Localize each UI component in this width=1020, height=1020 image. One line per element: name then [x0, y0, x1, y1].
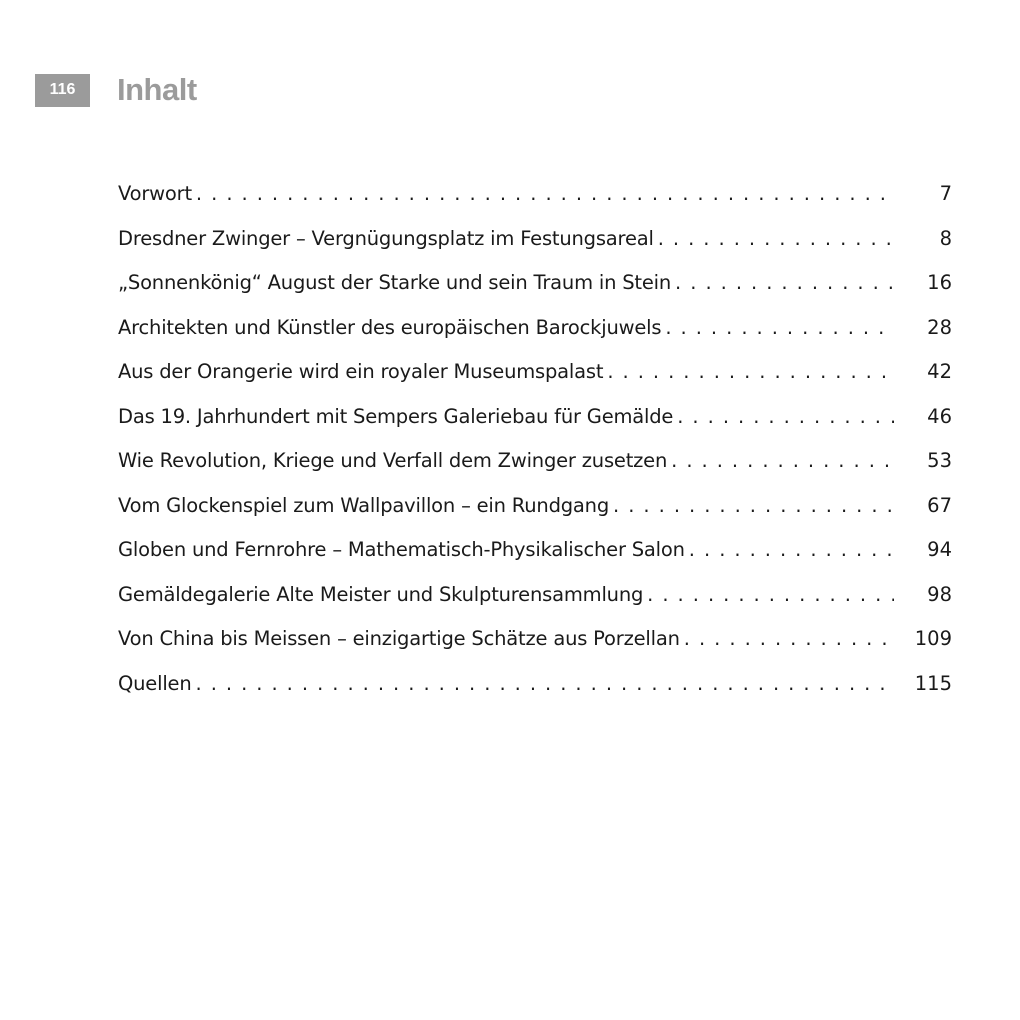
toc-dot-leader	[613, 484, 894, 529]
toc-entry-revolution	[118, 439, 952, 484]
toc-entry-salon	[118, 528, 952, 573]
toc-dot-leader	[607, 350, 894, 395]
toc-entry-page: 8	[939, 226, 952, 250]
toc-dot-leader	[647, 573, 894, 618]
toc-entry-title: Von China bis Meissen – einzigartige Schätze aus Porzellan	[118, 627, 680, 650]
toc-entry-title: Gemäldegalerie Alte Meister und Skulpturensammlung	[118, 582, 644, 606]
toc-entry-architekten	[118, 306, 952, 351]
page-number-badge: 116	[35, 74, 90, 107]
toc-entry-orangerie	[118, 350, 952, 395]
toc-entry-page: 115	[914, 671, 952, 695]
toc-entry-page: 7	[939, 182, 952, 205]
table-of-contents	[118, 172, 952, 706]
page-title: Inhalt	[117, 72, 197, 107]
toc-entry-page: 42	[927, 360, 952, 383]
toc-entry-title: Vom Glockenspiel zum Wallpavillon – ein Rundgang	[118, 493, 610, 517]
toc-entry-title: Wie Revolution, Kriege und Verfall dem Zwinger zusetzen	[118, 449, 668, 472]
toc-entry-porzellan	[118, 617, 952, 662]
toc-entry-page: 67	[927, 493, 952, 517]
toc-entry-quellen	[118, 662, 952, 707]
toc-entry-rundgang	[118, 484, 952, 529]
page-header	[35, 72, 197, 108]
toc-dot-leader	[671, 439, 894, 484]
toc-entry-page: 46	[927, 404, 952, 428]
toc-dot-leader	[689, 528, 894, 573]
toc-entry-title: Vorwort	[118, 182, 192, 205]
toc-dot-leader	[196, 172, 894, 217]
toc-dot-leader	[675, 261, 894, 306]
toc-entry-page: 16	[927, 271, 952, 294]
toc-entry-19-jahrhundert	[118, 395, 952, 440]
toc-entry-sonnenkoenig	[118, 261, 952, 306]
toc-dot-leader	[658, 217, 894, 262]
toc-dot-leader	[196, 662, 895, 707]
toc-dot-leader	[665, 306, 894, 351]
toc-entry-title: Architekten und Künstler des europäischen Barockjuwels	[118, 315, 662, 339]
toc-entry-vorwort	[118, 172, 952, 217]
toc-dot-leader	[677, 395, 894, 440]
toc-entry-page: 98	[927, 582, 952, 606]
toc-entry-title: Dresdner Zwinger – Vergnügungsplatz im Festungsareal	[118, 226, 654, 250]
toc-entry-gemaeldegalerie	[118, 573, 952, 618]
toc-entry-title: Das 19. Jahrhundert mit Sempers Galeriebau für Gemälde	[118, 404, 674, 428]
toc-dot-leader	[684, 617, 894, 662]
toc-entry-dresdner-zwinger	[118, 217, 952, 262]
toc-entry-title: Globen und Fernrohre – Mathematisch-Physikalischer Salon	[118, 538, 685, 561]
toc-entry-title: „Sonnenkönig“ August der Starke und sein Traum in Stein	[118, 271, 672, 294]
toc-entry-page: 28	[927, 315, 952, 339]
toc-entry-page: 53	[927, 449, 952, 472]
toc-entry-title: Quellen	[118, 671, 192, 695]
toc-entry-title: Aus der Orangerie wird ein royaler Museumspalast	[118, 360, 604, 383]
toc-entry-page: 109	[914, 627, 952, 650]
toc-entry-page: 94	[927, 538, 952, 561]
